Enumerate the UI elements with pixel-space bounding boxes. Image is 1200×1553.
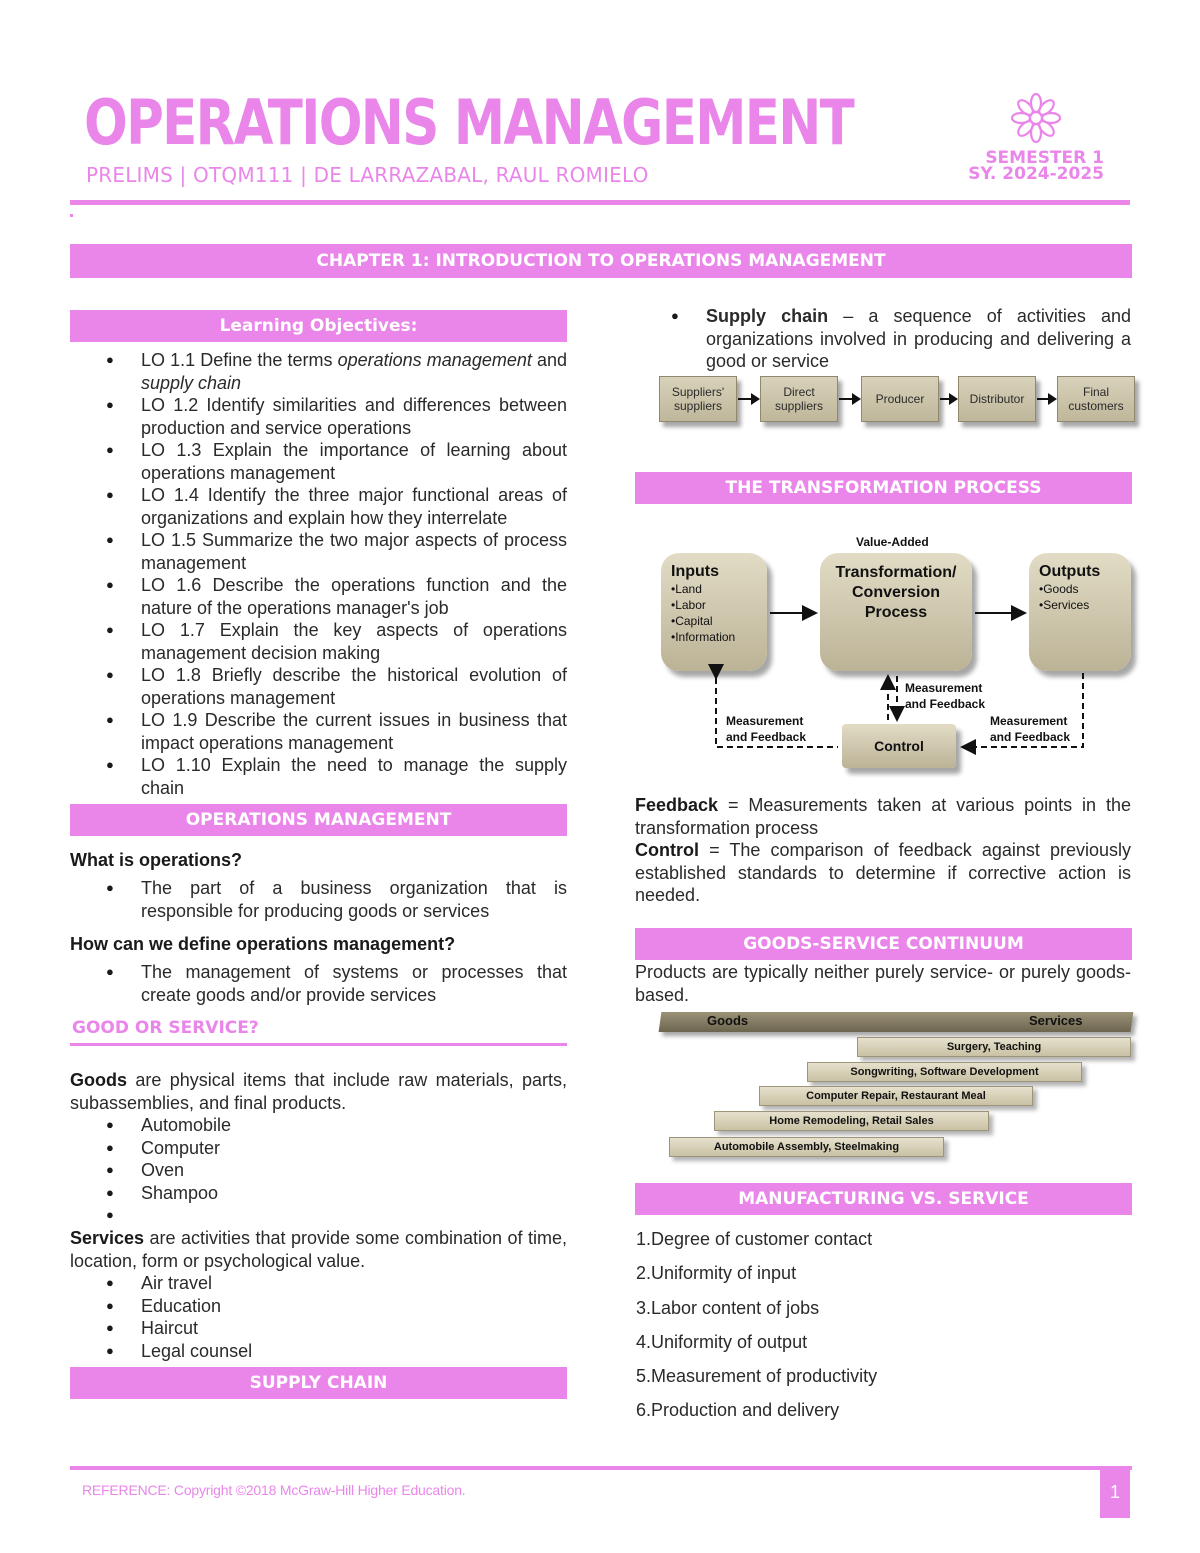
list-item: ● LO 1.5 Summarize the two major aspects of process management [70, 529, 567, 574]
header-divider [70, 200, 1130, 205]
measurement-feedback-label-center: Measurement and Feedback [905, 681, 986, 711]
goods-definition: Goods are physical items that include raw materials, parts, subassemblies, and final products. [70, 1070, 567, 1113]
semester-label: SEMESTER 1 [985, 148, 1104, 168]
inputs-title: Inputs [671, 563, 719, 580]
chapter-heading: CHAPTER 1: INTRODUCTION TO OPERATIONS MANAGEMENT [70, 244, 1132, 278]
list-item: ● Oven [70, 1159, 567, 1182]
list-item: ● The part of a business organization that is responsible for producing goods or services [70, 877, 567, 922]
page-number: 1 [1109, 1482, 1120, 1502]
list-item: ● The management of systems or processes that create goods and/or provide services [70, 961, 567, 1006]
question-what-is-operations: What is operations? [70, 850, 243, 870]
services-definition: Services are activities that provide some combination of time, location, form or psychological value. [70, 1228, 567, 1271]
arrow-icon [839, 398, 859, 400]
list-item: 2.Uniformity of input [636, 1263, 797, 1284]
continuum-bar-home-remodeling: Home Remodeling, Retail Sales [714, 1111, 989, 1131]
list-item: ● Education [70, 1295, 567, 1318]
output-item: •Goods [1039, 582, 1079, 596]
input-item: •Labor [671, 598, 706, 612]
feedback-definition: Feedback = Measurements taken at various points in the transformation process [635, 795, 1131, 838]
continuum-goods-label: Goods [707, 1013, 749, 1028]
outputs-box [1029, 553, 1131, 671]
supply-chain-box-suppliers-suppliers: Suppliers' suppliers [659, 376, 737, 422]
manufacturing-vs-service-list [636, 1226, 877, 1432]
outputs-title: Outputs [1039, 563, 1101, 580]
continuum-bar-surgery: Surgery, Teaching [857, 1037, 1131, 1057]
goods-examples-list [70, 1114, 567, 1227]
learning-objectives-heading: Learning Objectives: [70, 310, 567, 342]
arrow-icon [738, 398, 758, 400]
list-item: ● LO 1.8 Briefly describe the historical evolution of operations management [70, 664, 567, 709]
continuum-bar-songwriting: Songwriting, Software Development [807, 1062, 1082, 1082]
list-item: ● Computer [70, 1137, 567, 1160]
transformation-title: Transformation/ Conversion Process [835, 564, 957, 621]
services-examples-list [70, 1272, 567, 1362]
flower-icon [1010, 92, 1062, 144]
control-box: Control [842, 724, 956, 768]
measurement-feedback-label-left: Measurement and Feedback [726, 714, 807, 744]
list-item: ● LO 1.2 Identify similarities and differences between production and service operations [70, 394, 567, 439]
value-added-label: Value-Added [856, 535, 929, 549]
inputs-box [661, 553, 767, 671]
list-item: ● Automobile [70, 1114, 567, 1137]
supply-chain-box-distributor: Distributor [958, 376, 1036, 422]
list-item: ● Shampoo [70, 1182, 567, 1205]
list-item: ● LO 1.7 Explain the key aspects of operations management decision making [70, 619, 567, 664]
list-item: ● LO 1.4 Identify the three major functional areas of organizations and explain how they interrelate [70, 484, 567, 529]
continuum-heading: GOODS-SERVICE CONTINUUM [635, 928, 1132, 960]
arrow-icon [940, 398, 956, 400]
list-item [70, 1204, 567, 1227]
input-item: •Land [671, 582, 702, 596]
supply-chain-heading: SUPPLY CHAIN [70, 1367, 567, 1399]
school-year-label: SY. 2024-2025 [968, 164, 1104, 184]
list-item: ● LO 1.3 Explain the importance of learning about operations management [70, 439, 567, 484]
semester-info [968, 150, 1104, 182]
good-or-service-heading: GOOD OR SERVICE? [72, 1018, 259, 1038]
marker-dot [70, 214, 73, 217]
supply-chain-box-producer: Producer [861, 376, 939, 422]
continuum-bar-automobile: Automobile Assembly, Steelmaking [669, 1137, 944, 1157]
operations-management-heading: OPERATIONS MANAGEMENT [70, 804, 567, 836]
footer-divider [70, 1466, 1132, 1470]
list-item: 6.Production and delivery [636, 1400, 840, 1421]
list-item: ● LO 1.9 Describe the current issues in business that impact operations management [70, 709, 567, 754]
list-item: ● Haircut [70, 1317, 567, 1340]
section-divider [70, 1043, 567, 1046]
manufacturing-vs-service-heading: MANUFACTURING VS. SERVICE [635, 1183, 1132, 1215]
measurement-feedback-label-right: Measurement and Feedback [990, 714, 1071, 744]
footer-reference: REFERENCE: Copyright ©2018 McGraw-Hill Higher Education. [82, 1482, 466, 1498]
document-subtitle: PRELIMS | OTQM111 | DE LARRAZABAL, RAUL ROMIELO [86, 163, 649, 187]
list-item: 3.Labor content of jobs [636, 1297, 820, 1318]
continuum-bar-computer-repair: Computer Repair, Restaurant Meal [759, 1086, 1033, 1106]
supply-chain-box-direct-suppliers: Direct suppliers [760, 376, 838, 422]
arrow-icon [1037, 398, 1055, 400]
transformation-heading: THE TRANSFORMATION PROCESS [635, 472, 1132, 504]
list-item: ● Supply chain – a sequence of activities and organizations involved in producing and delivering a good or service [635, 305, 1131, 373]
learning-objectives-list [70, 349, 567, 799]
list-item: ● LO 1.6 Describe the operations function and the nature of the operations manager's job [70, 574, 567, 619]
ops-mgmt-answer-list [70, 961, 567, 1006]
list-item: 4.Uniformity of output [636, 1331, 808, 1352]
list-item: 1.Degree of customer contact [636, 1229, 873, 1249]
control-definition: Control = The comparison of feedback against previously established standards to determine if corrective action is needed. [635, 840, 1131, 905]
list-item: ● LO 1.10 Explain the need to manage the supply chain [70, 754, 567, 799]
list-item: ● Air travel [70, 1272, 567, 1295]
operations-answer-list [70, 877, 567, 922]
continuum-services-label: Services [1029, 1013, 1083, 1028]
list-item: 5.Measurement of productivity [636, 1366, 878, 1387]
supply-chain-box-final-customers: Final customers [1057, 376, 1135, 422]
list-item: ● LO 1.1 Define the terms operations management and supply chain [70, 349, 567, 394]
input-item: •Information [671, 630, 736, 644]
supply-chain-definition [635, 305, 1131, 373]
question-define-ops-mgmt: How can we define operations management? [70, 934, 456, 954]
list-item: ● Legal counsel [70, 1340, 567, 1363]
page-number-box [1100, 1470, 1130, 1518]
output-item: •Services [1039, 598, 1090, 612]
document-title: OPERATIONS MANAGEMENT [84, 86, 854, 159]
continuum-text: Products are typically neither purely service- or purely goods-based. [635, 962, 1131, 1005]
input-item: •Capital [671, 614, 713, 628]
transformation-box [820, 553, 972, 671]
